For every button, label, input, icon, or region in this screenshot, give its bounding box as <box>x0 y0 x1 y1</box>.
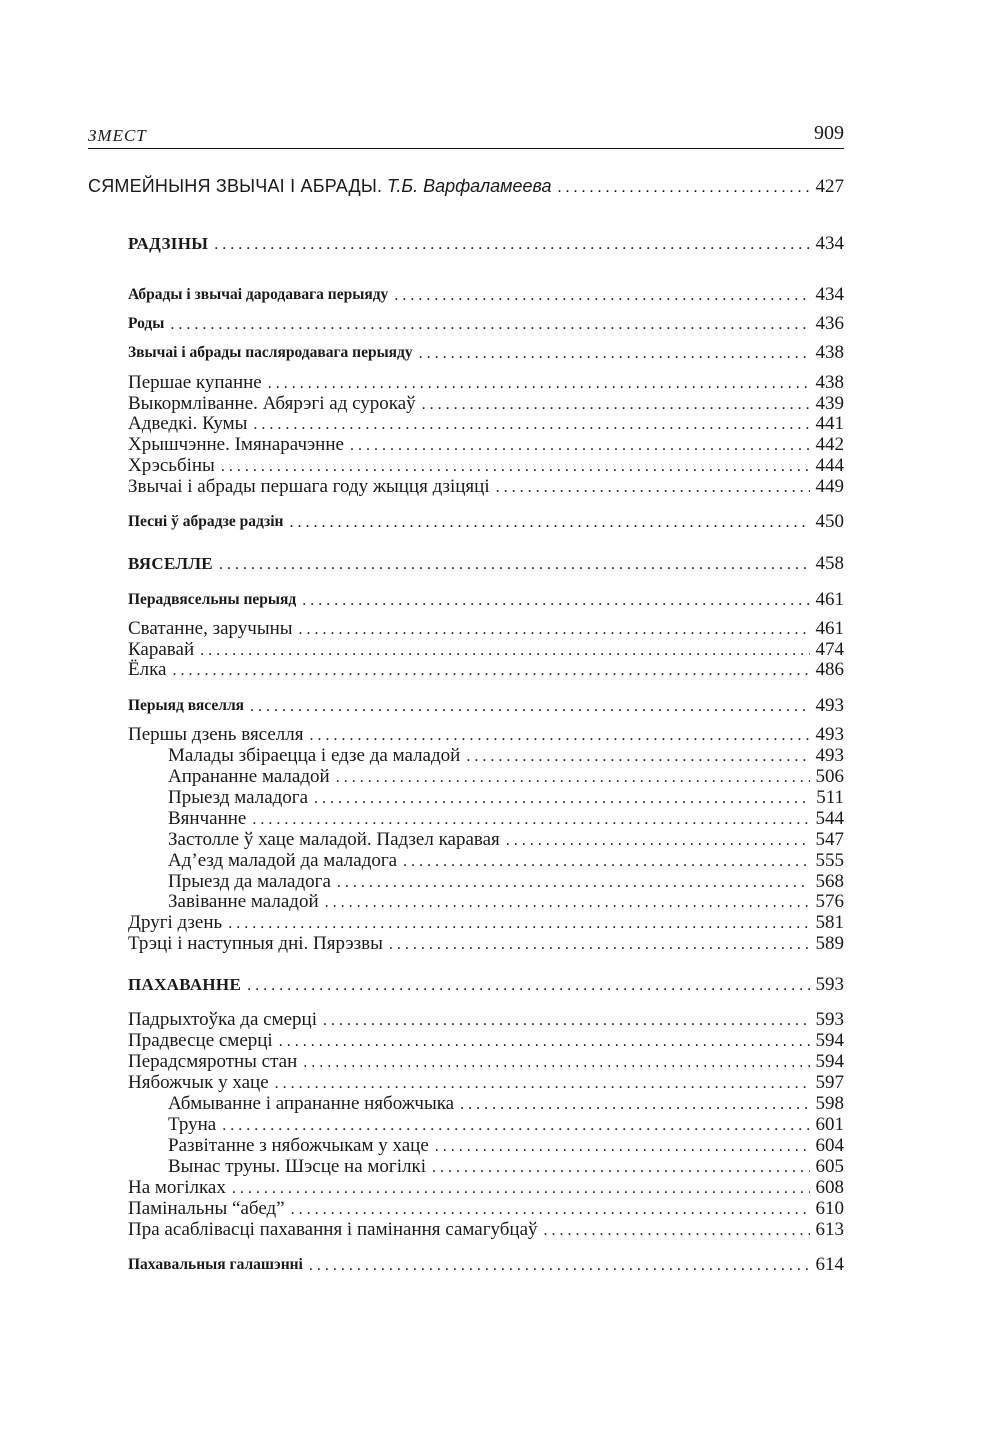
toc-entry-page: 594 <box>815 1051 844 1072</box>
toc-entry-title: РАДЗІНЫ <box>128 234 209 253</box>
toc-entry[interactable] <box>128 1198 844 1220</box>
toc-entry-page: 568 <box>815 871 844 892</box>
dot-leader <box>250 697 809 717</box>
toc-entry[interactable] <box>128 372 844 394</box>
toc-entry-title: Пахавальныя галашэнні <box>128 1256 303 1273</box>
toc-entry[interactable] <box>128 724 844 746</box>
toc-entry-page: 434 <box>815 284 844 305</box>
toc-entry-title: Ад’езд маладой да маладога <box>168 850 398 871</box>
dot-leader <box>214 235 809 255</box>
toc-entry-title: Адведкі. Кумы <box>128 413 248 434</box>
toc-entry-title: Каравай <box>128 639 195 660</box>
toc-entry-page: 493 <box>815 745 844 766</box>
toc-entry-page: 461 <box>815 589 844 610</box>
toc-entry-page: 438 <box>815 342 844 363</box>
toc-entry-page: 436 <box>815 313 844 334</box>
toc-entry-chapter[interactable] <box>128 553 844 575</box>
toc-entry-chapter[interactable] <box>128 974 844 996</box>
toc-entry-page: 439 <box>815 393 844 414</box>
toc-entry[interactable] <box>128 912 844 934</box>
toc-entry[interactable] <box>128 1009 844 1031</box>
toc-entry-title: Вынас труны. Шэсце на могілкі <box>168 1156 426 1177</box>
toc-entry-page: 589 <box>815 933 844 954</box>
dot-leader <box>252 810 809 830</box>
toc-entry-page: 614 <box>815 1254 844 1275</box>
toc-entry-title: Другі дзень <box>128 912 223 933</box>
toc-entry-page: 613 <box>815 1219 844 1240</box>
toc-entry-title: Прадвесце смерці <box>128 1030 273 1051</box>
toc-entry-page: 449 <box>815 476 844 497</box>
toc-entry-page: 610 <box>815 1198 844 1219</box>
toc-entry-subchapter[interactable] <box>128 511 844 533</box>
toc-entry-page: 438 <box>815 372 844 393</box>
dot-leader <box>466 747 809 767</box>
toc-entry-title: Роды <box>128 315 165 332</box>
dot-leader <box>172 661 809 681</box>
toc-entry-title: Пра асаблівасці пахавання і памінання самагубцаў <box>128 1219 538 1240</box>
toc-entry-title: Застолле ў хаце маладой. Падзел каравая <box>168 829 500 850</box>
dot-leader <box>299 620 810 640</box>
dot-leader <box>506 831 810 851</box>
toc-entry-title: Перыяд вяселля <box>128 697 245 714</box>
toc-entry[interactable] <box>128 413 844 435</box>
toc-entry-page: 576 <box>815 891 844 912</box>
dot-leader <box>336 768 810 788</box>
toc-entry-title: Трэці і наступныя дні. Пярэзвы <box>128 933 383 954</box>
toc-entry-subchapter[interactable] <box>128 313 844 335</box>
dot-leader <box>389 935 810 955</box>
toc-entry-nested[interactable] <box>168 829 844 851</box>
dot-leader <box>460 1095 809 1115</box>
dot-leader <box>419 344 810 364</box>
toc-entry-title: Першы дзень вяселля <box>128 724 304 745</box>
toc-entry-title: Прыезд маладога <box>168 787 309 808</box>
dot-leader <box>558 178 810 198</box>
toc-entry-section[interactable] <box>88 176 844 198</box>
toc-entry[interactable] <box>128 1177 844 1199</box>
toc-entry[interactable] <box>128 618 844 640</box>
toc-entry-title: Перадсмяротны стан <box>128 1051 298 1072</box>
toc-entry-title: ВЯСЕЛЛЕ <box>128 554 213 573</box>
toc-entry-title: Хрэсьбіны <box>128 455 215 476</box>
dot-leader <box>544 1221 810 1241</box>
dot-leader <box>200 641 809 661</box>
dot-leader <box>221 457 810 477</box>
toc-entry-nested[interactable] <box>168 808 844 830</box>
dot-leader <box>268 374 810 394</box>
dot-leader <box>290 513 810 533</box>
toc-entry-title: Абмыванне і апрананне нябожчыка <box>168 1093 455 1114</box>
toc-entry-title: Прыезд да маладога <box>168 871 331 892</box>
dot-leader <box>432 1158 810 1178</box>
dot-leader <box>323 1011 810 1031</box>
toc-entry-nested[interactable] <box>168 745 844 767</box>
toc-entry-title: ПАХАВАННЕ <box>128 975 242 994</box>
toc-entry-nested[interactable] <box>168 787 844 809</box>
toc-entry-page: 593 <box>815 974 844 995</box>
toc-entry-title: Памінальны “абед” <box>128 1198 285 1219</box>
toc-entry-title: Развітанне з нябожчыкам у хаце <box>168 1135 429 1156</box>
dot-leader <box>253 415 809 435</box>
toc-entry[interactable] <box>128 1219 844 1241</box>
toc-entry-title: Звычаі і абрады першага году жыцця дзіцяці <box>128 476 490 497</box>
toc-entry-subchapter[interactable] <box>128 342 844 364</box>
dot-leader <box>496 478 810 498</box>
dot-leader <box>279 1032 810 1052</box>
toc-entry-title: На могілках <box>128 1177 226 1198</box>
toc-entry[interactable] <box>128 1030 844 1052</box>
dot-leader <box>422 395 810 415</box>
running-head <box>88 122 844 149</box>
toc-entry-page: 461 <box>815 618 844 639</box>
toc-entry-nested[interactable] <box>168 891 844 913</box>
dot-leader <box>325 893 810 913</box>
toc-entry-title: СЯМЕЙНЫНЯ ЗВЫЧАІ І АБРАДЫ. <box>88 176 383 196</box>
toc-entry[interactable] <box>128 933 844 955</box>
toc-entry-title: Малады збіраецца і едзе да маладой <box>168 745 461 766</box>
toc-entry-page: 597 <box>815 1072 844 1093</box>
toc-entry-title: Хрышчэнне. Імянарачэнне <box>128 434 344 455</box>
toc-entry-page: 458 <box>815 553 844 574</box>
running-head-title: ЗМЕСТ <box>88 126 147 145</box>
dot-leader <box>291 1200 810 1220</box>
toc-entry-page: 486 <box>815 659 844 680</box>
toc-entry[interactable] <box>128 639 844 661</box>
toc-entry-page: 442 <box>815 434 844 455</box>
dot-leader <box>228 914 809 934</box>
toc-entry-author: Т.Б. Варфаламеева <box>387 176 552 196</box>
toc-entry-page: 608 <box>815 1177 844 1198</box>
toc-entry-page: 598 <box>815 1093 844 1114</box>
toc-entry-title: Нябожчык у хаце <box>128 1072 269 1093</box>
toc-entry-nested[interactable] <box>168 766 844 788</box>
toc-entry-page: 605 <box>815 1156 844 1177</box>
toc-entry-title: Апрананне маладой <box>168 766 330 787</box>
toc-entry-page: 450 <box>815 511 844 532</box>
toc-entry-nested[interactable] <box>168 1114 844 1136</box>
dot-leader <box>219 555 810 575</box>
toc-entry-page: 434 <box>815 233 844 254</box>
toc-entry-title: Песні ў абрадзе радзін <box>128 513 284 530</box>
dot-leader <box>275 1074 810 1094</box>
toc-entry-page: 506 <box>815 766 844 787</box>
toc-entry[interactable] <box>128 476 844 498</box>
toc-entry-page: 427 <box>815 176 844 197</box>
toc-entry-page: 474 <box>815 639 844 660</box>
toc-entry-title: Падрыхтоўка да смерці <box>128 1009 317 1030</box>
dot-leader <box>337 873 810 893</box>
toc-entry-nested[interactable] <box>168 1093 844 1115</box>
toc-entry-subchapter[interactable] <box>128 589 844 611</box>
toc-entry-page: 441 <box>815 413 844 434</box>
toc-entry-page: 604 <box>815 1135 844 1156</box>
toc-entry-title: Труна <box>168 1114 217 1135</box>
toc-entry[interactable] <box>128 393 844 415</box>
dot-leader <box>435 1137 810 1157</box>
toc-entry-title: Выкормліванне. Абярэгі ад сурокаў <box>128 393 416 414</box>
toc-entry-page: 544 <box>815 808 844 829</box>
page-number: 909 <box>814 122 844 144</box>
toc-entry-page: 444 <box>815 455 844 476</box>
toc-entry-title: Вянчанне <box>168 808 247 829</box>
toc-entry-nested[interactable] <box>168 1135 844 1157</box>
dot-leader <box>309 726 809 746</box>
dot-leader <box>170 315 809 335</box>
dot-leader <box>314 789 810 809</box>
toc-entry-nested[interactable] <box>168 1156 844 1178</box>
toc-entry-title: Завіванне маладой <box>168 891 319 912</box>
toc-entry-title: Звычаі і абрады пасляродавага перыяду <box>128 344 413 361</box>
toc-entry[interactable] <box>128 1072 844 1094</box>
toc-entry-title: Сватанне, заручыны <box>128 618 293 639</box>
dot-leader <box>309 1256 810 1276</box>
toc-entry-title: Перадвясельны перыяд <box>128 591 297 608</box>
toc-entry[interactable] <box>128 1051 844 1073</box>
toc-entry-page: 493 <box>815 695 844 716</box>
dot-leader <box>350 436 810 456</box>
toc-entry-nested[interactable] <box>168 871 844 893</box>
toc-entry-nested[interactable] <box>168 850 844 872</box>
toc-entry-page: 511 <box>816 787 844 808</box>
toc-entry-subchapter[interactable] <box>128 695 844 717</box>
dot-leader <box>247 976 809 996</box>
toc-entry-title: Абрады і звычаі дародавага перыяду <box>128 286 389 303</box>
toc-entry-title: Першае купанне <box>128 372 262 393</box>
toc-entry-page: 601 <box>815 1114 844 1135</box>
toc-entry-title: Ёлка <box>128 659 167 680</box>
toc-entry-page: 594 <box>815 1030 844 1051</box>
dot-leader <box>394 286 809 306</box>
toc-entry-page: 547 <box>815 829 844 850</box>
dot-leader <box>303 1053 809 1073</box>
toc-entry-page: 593 <box>815 1009 844 1030</box>
toc-entry[interactable] <box>128 659 844 681</box>
dot-leader <box>232 1179 810 1199</box>
toc-entry-page: 555 <box>815 850 844 871</box>
dot-leader <box>302 591 809 611</box>
toc-entry[interactable] <box>128 434 844 456</box>
dot-leader <box>403 852 809 872</box>
toc-entry-subchapter[interactable] <box>128 1254 844 1276</box>
toc-entry-chapter[interactable] <box>128 233 844 255</box>
toc-entry-subchapter[interactable] <box>128 284 844 306</box>
toc-entry-page: 493 <box>815 724 844 745</box>
toc-entry[interactable] <box>128 455 844 477</box>
toc-entry-page: 581 <box>815 912 844 933</box>
dot-leader <box>222 1116 809 1136</box>
